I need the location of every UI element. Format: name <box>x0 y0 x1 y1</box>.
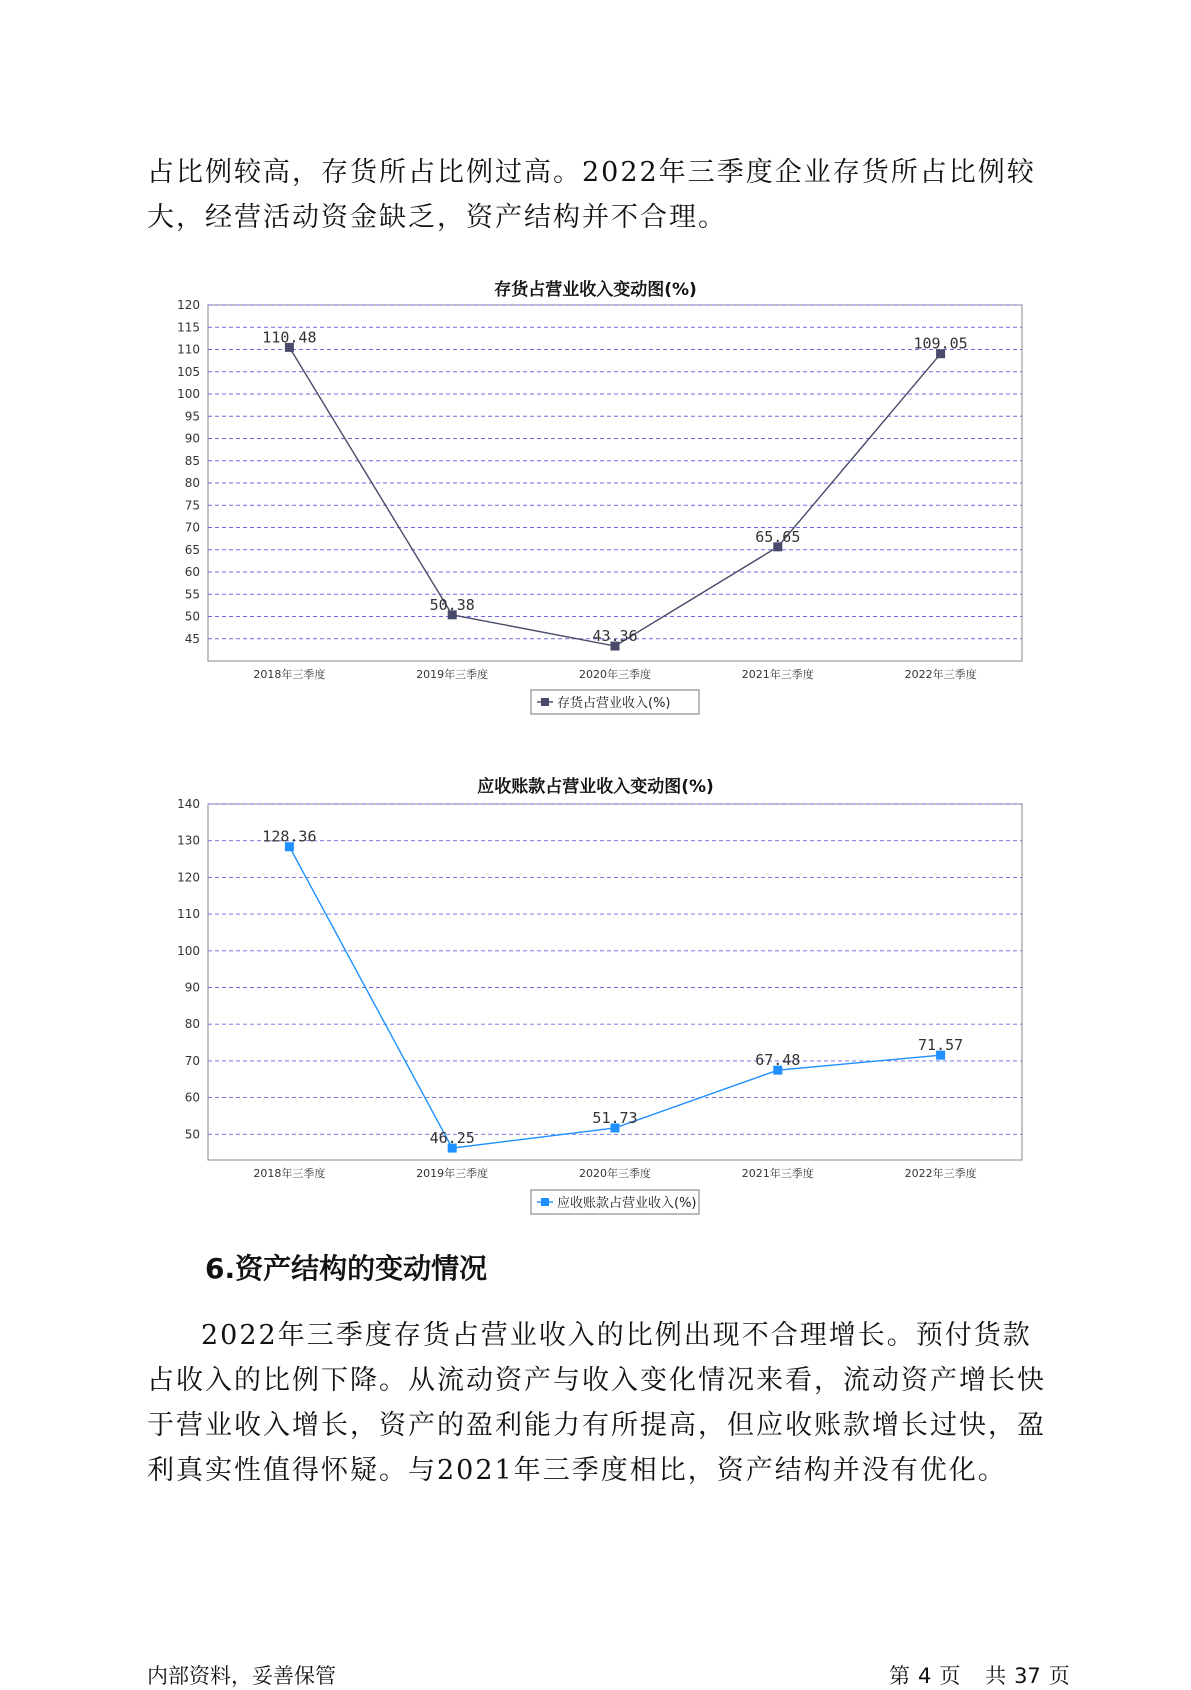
data-label: 43.36 <box>592 627 638 646</box>
y-tick-label: 120 <box>177 870 200 885</box>
y-tick-label: 140 <box>177 797 200 811</box>
y-tick-label: 115 <box>177 320 200 335</box>
y-tick-label: 120 <box>177 298 200 312</box>
data-label: 65.65 <box>755 527 801 546</box>
y-tick-label: 105 <box>177 364 200 379</box>
y-tick-label: 50 <box>184 1127 200 1142</box>
y-tick-label: 60 <box>184 565 200 579</box>
y-tick-label: 110 <box>177 907 200 922</box>
y-tick-label: 60 <box>184 1090 200 1105</box>
x-tick-label: 2020年三季度 <box>579 668 651 681</box>
page-unit: 页 <box>939 1664 961 1688</box>
chart2-title: 应收账款占营业收入变动图(%) <box>477 777 714 797</box>
data-label: 109.05 <box>913 334 968 353</box>
y-tick-label: 50 <box>184 609 200 624</box>
y-tick-label: 80 <box>184 1017 200 1032</box>
y-tick-label: 70 <box>184 1053 200 1068</box>
x-tick-label: 2021年三季度 <box>741 1167 814 1180</box>
x-tick-label: 2019年三季度 <box>416 1167 489 1180</box>
x-tick-label: 2019年三季度 <box>416 668 489 681</box>
data-label: 50.38 <box>429 595 475 614</box>
data-label: 51.73 <box>592 1108 638 1127</box>
y-tick-label: 110 <box>177 342 200 357</box>
section-heading: 6.资产结构的变动情况 <box>205 1252 488 1285</box>
total-pages: 37 <box>1014 1664 1041 1688</box>
y-tick-label: 100 <box>177 387 200 401</box>
legend-label: 应收账款占营业收入(%) <box>557 1196 697 1211</box>
page-prefix: 第 <box>889 1664 910 1688</box>
data-label: 67.48 <box>755 1051 801 1070</box>
page-number: 4 <box>918 1664 932 1688</box>
x-tick-label: 2018年三季度 <box>253 668 326 681</box>
data-label: 110.48 <box>262 328 317 347</box>
y-tick-label: 55 <box>184 587 200 602</box>
x-tick-label: 2022年三季度 <box>904 668 977 681</box>
data-label: 71.57 <box>918 1036 964 1055</box>
section-paragraph: 2022年三季度存货占营业收入的比例出现不合理增长。预付货款占收入的比例下降。从流动资产与收入变化情况来看，流动资产增长快于营业收入增长，资产的盈利能力有所提高，但应收账款增长过快，盈利真实性值得怀疑。与2021年三季度相比，资产结构并没有优化。 <box>147 1320 1046 1486</box>
y-tick-label: 95 <box>184 409 200 424</box>
total-unit: 页 <box>1048 1664 1070 1688</box>
legend-label: 存货占营业收入(%) <box>557 696 671 711</box>
data-label: 128.36 <box>262 827 317 846</box>
x-tick-label: 2020年三季度 <box>579 1167 651 1180</box>
footer-page-number <box>885 1660 1074 1690</box>
chart1-title: 存货占营业收入变动图(%) <box>494 280 697 300</box>
x-tick-label: 2021年三季度 <box>741 668 814 681</box>
y-tick-label: 130 <box>177 833 200 848</box>
y-tick-label: 80 <box>184 476 200 490</box>
x-tick-label: 2018年三季度 <box>253 1167 326 1180</box>
data-label: 46.25 <box>429 1129 475 1148</box>
plot-area <box>208 804 1022 1160</box>
footer-confidential-note: 内部资料，妥善保管 <box>147 1664 336 1688</box>
y-tick-label: 100 <box>177 943 200 958</box>
y-tick-label: 65 <box>184 542 200 557</box>
y-tick-label: 70 <box>184 520 200 535</box>
legend-marker <box>541 1198 549 1206</box>
intro-paragraph: 占比例较高，存货所占比例过高。2022年三季度企业存货所占比例较大，经营活动资金缺乏，资产结构并不合理。 <box>147 157 1036 233</box>
y-tick-label: 90 <box>184 431 200 446</box>
x-tick-label: 2022年三季度 <box>904 1167 977 1180</box>
total-prefix: 共 <box>985 1664 1007 1688</box>
y-tick-label: 75 <box>184 498 200 513</box>
y-tick-label: 90 <box>184 980 200 995</box>
y-tick-label: 45 <box>184 631 200 646</box>
y-tick-label: 85 <box>184 453 200 468</box>
series-line <box>289 847 940 1148</box>
